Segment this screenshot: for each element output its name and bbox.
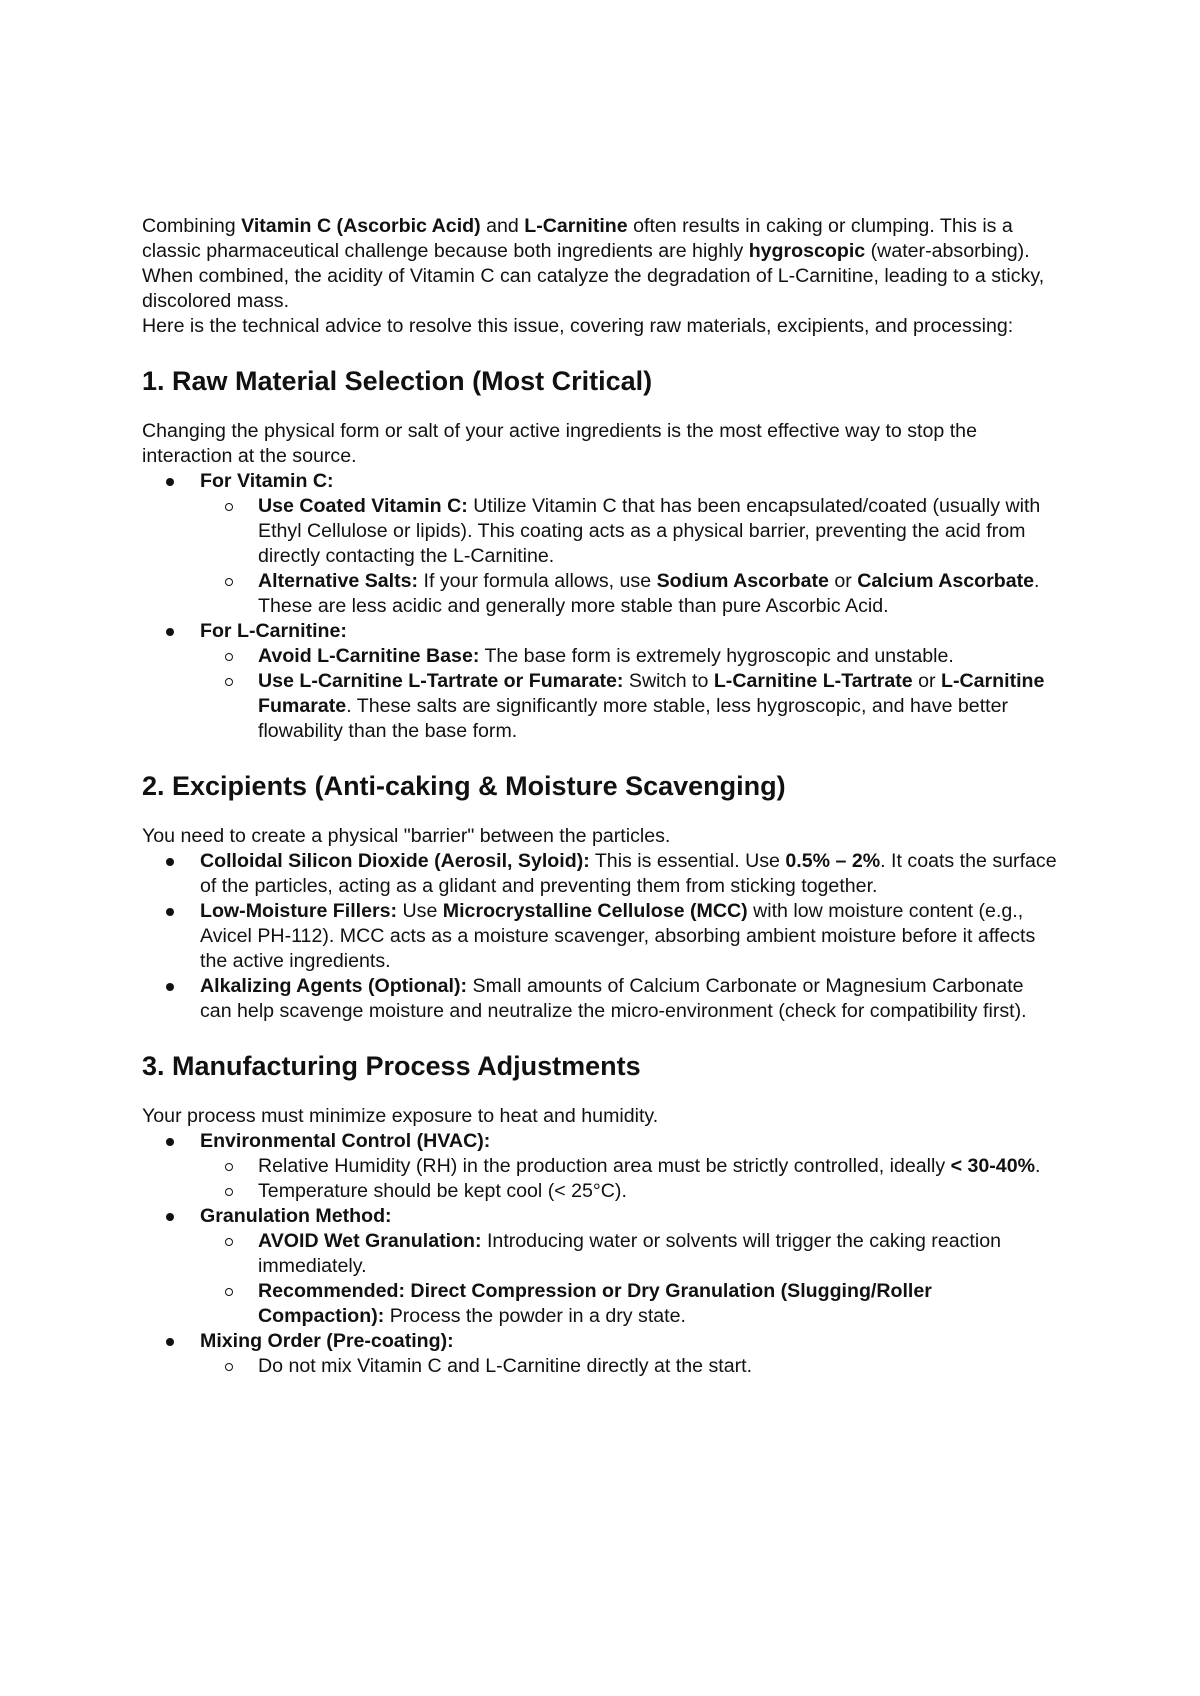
list-item: For L-Carnitine: Avoid L-Carnitine Base: The base form is extremely hygroscopic and unstable. Use L-Carnitine L-Tartrate or Fumarate: Switch to L-Carnitine L-Tartrate or L-Carnitine Fumarate. These salts are significantly more stable, less hygroscopic, and have better flowability than the base form. (142, 619, 1058, 744)
bullet-list (142, 469, 1058, 744)
bullet-list (142, 849, 1058, 1024)
list-item: Avoid L-Carnitine Base: The base form is extremely hygroscopic and unstable. (200, 644, 1058, 669)
list-item: Mixing Order (Pre-coating): Do not mix Vitamin C and L-Carnitine directly at the start. (142, 1329, 1058, 1379)
list-item: Recommended: Direct Compression or Dry Granulation (Slugging/Roller Compaction): Process the powder in a dry state. (200, 1279, 1058, 1329)
section-lead: Your process must minimize exposure to heat and humidity. (142, 1105, 659, 1127)
section-heading-process: 3. Manufacturing Process Adjustments (142, 1051, 641, 1081)
list-item: Alkalizing Agents (Optional): Small amounts of Calcium Carbonate or Magnesium Carbonate can help scavenge moisture and neutralize the micro-environment (check for compatibility first). (142, 974, 1058, 1024)
list-item: Relative Humidity (RH) in the production area must be strictly controlled, ideally < 30-40%. (200, 1154, 1058, 1179)
list-item: Colloidal Silicon Dioxide (Aerosil, Syloid): This is essential. Use 0.5% – 2%. It coats the surface of the particles, acting as a glidant and preventing them from sticking together. (142, 849, 1058, 899)
sub-list (200, 644, 1058, 744)
section-lead: You need to create a physical "barrier" between the particles. (142, 825, 671, 847)
bullet-list (142, 1129, 1058, 1379)
sub-list (200, 494, 1058, 619)
intro-lead: Here is the technical advice to resolve this issue, covering raw materials, excipients, and processing: (142, 315, 1014, 337)
section-heading-raw-material: 1. Raw Material Selection (Most Critical) (142, 366, 653, 396)
list-item: Environmental Control (HVAC): Relative Humidity (RH) in the production area must be strictly controlled, ideally < 30-40%. Temperature should be kept cool (< 25°C). (142, 1129, 1058, 1204)
list-item: Temperature should be kept cool (< 25°C). (200, 1179, 1058, 1204)
intro-paragraph: Combining Vitamin C (Ascorbic Acid) and L-Carnitine often results in caking or clumping. This is a classic pharmaceutical challenge because both ingredients are highly hygroscopic (water-absorbing). When combined, the acidity of Vitamin C can catalyze the degradation of L-Carnitine, leading to a sticky, discolored mass. (142, 215, 1045, 312)
sub-list (200, 1229, 1058, 1329)
sub-list (200, 1154, 1058, 1204)
section-heading-excipients: 2. Excipients (Anti-caking & Moisture Scavenging) (142, 771, 786, 801)
list-item: Granulation Method: AVOID Wet Granulation: Introducing water or solvents will trigger the caking reaction immediately. Recommended: Direct Compression or Dry Granulation (Slugging/Roller Compaction): Process the powder in a dry state. (142, 1204, 1058, 1329)
list-item: Alternative Salts: If your formula allows, use Sodium Ascorbate or Calcium Ascorbate. These are less acidic and generally more stable than pure Ascorbic Acid. (200, 569, 1058, 619)
list-item: Low-Moisture Fillers: Use Microcrystalline Cellulose (MCC) with low moisture content (e.g., Avicel PH-112). MCC acts as a moisture scavenger, absorbing ambient moisture before it affects the active ingredients. (142, 899, 1058, 974)
list-item: Do not mix Vitamin C and L-Carnitine directly at the start. (200, 1354, 1058, 1379)
list-item: AVOID Wet Granulation: Introducing water or solvents will trigger the caking reaction immediately. (200, 1229, 1058, 1279)
section-lead: Changing the physical form or salt of your active ingredients is the most effective way to stop the interaction at the source. (142, 420, 977, 467)
list-item: Use L-Carnitine L-Tartrate or Fumarate: Switch to L-Carnitine L-Tartrate or L-Carnitine Fumarate. These salts are significantly more stable, less hygroscopic, and have better flowability than the base form. (200, 669, 1058, 744)
list-item: For Vitamin C: Use Coated Vitamin C: Utilize Vitamin C that has been encapsulated/coated (usually with Ethyl Cellulose or lipids). This coating acts as a physical barrier, preventing the acid from directly contacting the L-Carnitine. Alternative Salts: If your formula allows, use Sodium Ascorbate or Calcium Ascorbate. These are less acidic and generally more stable than pure Ascorbic Acid. (142, 469, 1058, 619)
sub-list (200, 1354, 1058, 1379)
list-item: Use Coated Vitamin C: Utilize Vitamin C that has been encapsulated/coated (usually with Ethyl Cellulose or lipids). This coating acts as a physical barrier, preventing the acid from directly contacting the L-Carnitine. (200, 494, 1058, 569)
